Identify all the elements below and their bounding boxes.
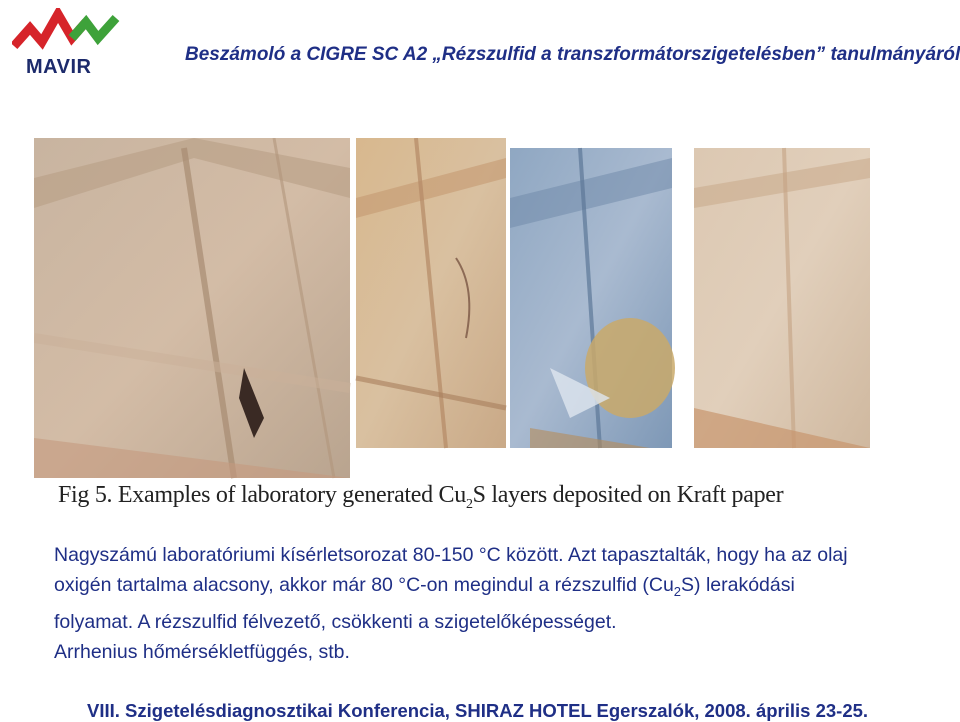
- paper-sample-2: [356, 138, 506, 448]
- paper-sample-3: [510, 148, 675, 448]
- body-line-4: Arrhenius hőmérsékletfüggés, stb.: [54, 640, 350, 663]
- page-title: Beszámoló a CIGRE SC A2 „Rézszulfid a transzformátorszigetelésben” tanulmányáról: [185, 44, 960, 65]
- body-line-3: folyamat. A rézszulfid félvezető, csökkenti a szigetelőképességet.: [54, 610, 617, 633]
- figure-image: [34, 138, 870, 530]
- body-line-1: Nagyszámú laboratóriumi kísérletsorozat 80-150 °C között. Azt tapasztalták, hogy ha az olaj: [54, 544, 848, 566]
- logo-text: MAVIR: [26, 56, 92, 78]
- paper-sample-4: [694, 148, 870, 448]
- body-line-2: oxigén tartalma alacsony, akkor már 80 °C-on megindul a rézszulfid $(Cu_2S)$ lerakódási: [54, 574, 795, 599]
- footer-text: VIII. Szigetelésdiagnosztikai Konferencia, SHIRAZ HOTEL Egerszalók, 2008. április 23-25.: [87, 700, 869, 721]
- paper-sample-1: [34, 138, 350, 478]
- figure-caption: Fig 5. Examples of laboratory generated $Cu_2S$ layers deposited on Kraft paper: [58, 482, 784, 512]
- body-text: [54, 540, 954, 667]
